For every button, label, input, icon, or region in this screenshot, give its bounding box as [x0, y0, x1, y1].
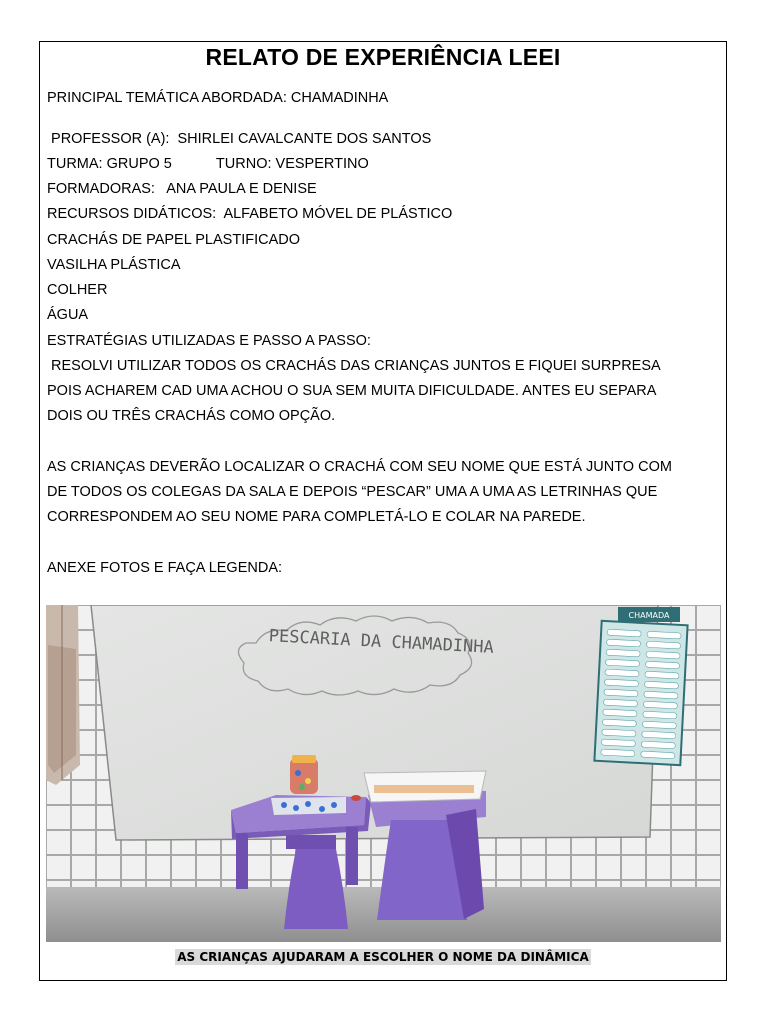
classroom-photo: [46, 605, 721, 942]
strategies-heading: ESTRATÉGIAS UTILIZADAS E PASSO A PASSO:: [47, 333, 371, 349]
resource-water: ÁGUA: [47, 307, 89, 323]
teacher-line: PROFESSOR (A): SHIRLEI CAVALCANTE DOS SANTOS: [47, 131, 432, 147]
document-frame: [39, 41, 727, 981]
photo-caption-text: AS CRIANÇAS AJUDARAM A ESCOLHER O NOME DA DINÂMICA: [177, 950, 589, 964]
resource-badges: CRACHÁS DE PAPEL PLASTIFICADO: [47, 232, 301, 248]
theme-line: PRINCIPAL TEMÁTICA ABORDADA: CHAMADINHA: [47, 90, 389, 106]
strategy-text-2: POIS ACHAREM CAD UMA ACHOU O SUA SEM MUITA DIFICULDADE. ANTES EU SEPARA: [47, 383, 657, 399]
photo-caption: [40, 948, 726, 966]
strategy-text-1: RESOLVI UTILIZAR TODOS OS CRACHÁS DAS CRIANÇAS JUNTOS E FIQUEI SURPRESA: [47, 358, 661, 374]
poster-title: CHAMADA: [628, 611, 670, 620]
photos-instruction: ANEXE FOTOS E FAÇA LEGENDA:: [47, 560, 283, 576]
document-title: RELATO DE EXPERIÊNCIA LEEI: [205, 44, 561, 70]
resources-line: RECURSOS DIDÁTICOS: ALFABETO MÓVEL DE PLÁSTICO: [47, 206, 453, 222]
board-text: PESCARIA DA CHAMADINHA: [268, 626, 495, 658]
resource-spoon: COLHER: [47, 282, 108, 298]
trainers-line: FORMADORAS: ANA PAULA E DENISE: [47, 181, 317, 197]
activity-text-2: DE TODOS OS COLEGAS DA SALA E DEPOIS “PESCAR” UMA A UMA AS LETRINHAS QUE: [47, 484, 658, 500]
activity-text-1: AS CRIANÇAS DEVERÃO LOCALIZAR O CRACHÁ COM SEU NOME QUE ESTÁ JUNTO COM: [47, 459, 672, 475]
activity-text-3: CORRESPONDEM AO SEU NOME PARA COMPLETÁ-LO E COLAR NA PAREDE.: [47, 509, 586, 525]
class-shift-line: TURMA: GRUPO 5 TURNO: VESPERTINO: [47, 156, 369, 172]
strategy-text-3: DOIS OU TRÊS CRACHÁS COMO OPÇÃO.: [47, 408, 336, 424]
resource-bowl: VASILHA PLÁSTICA: [47, 257, 181, 273]
